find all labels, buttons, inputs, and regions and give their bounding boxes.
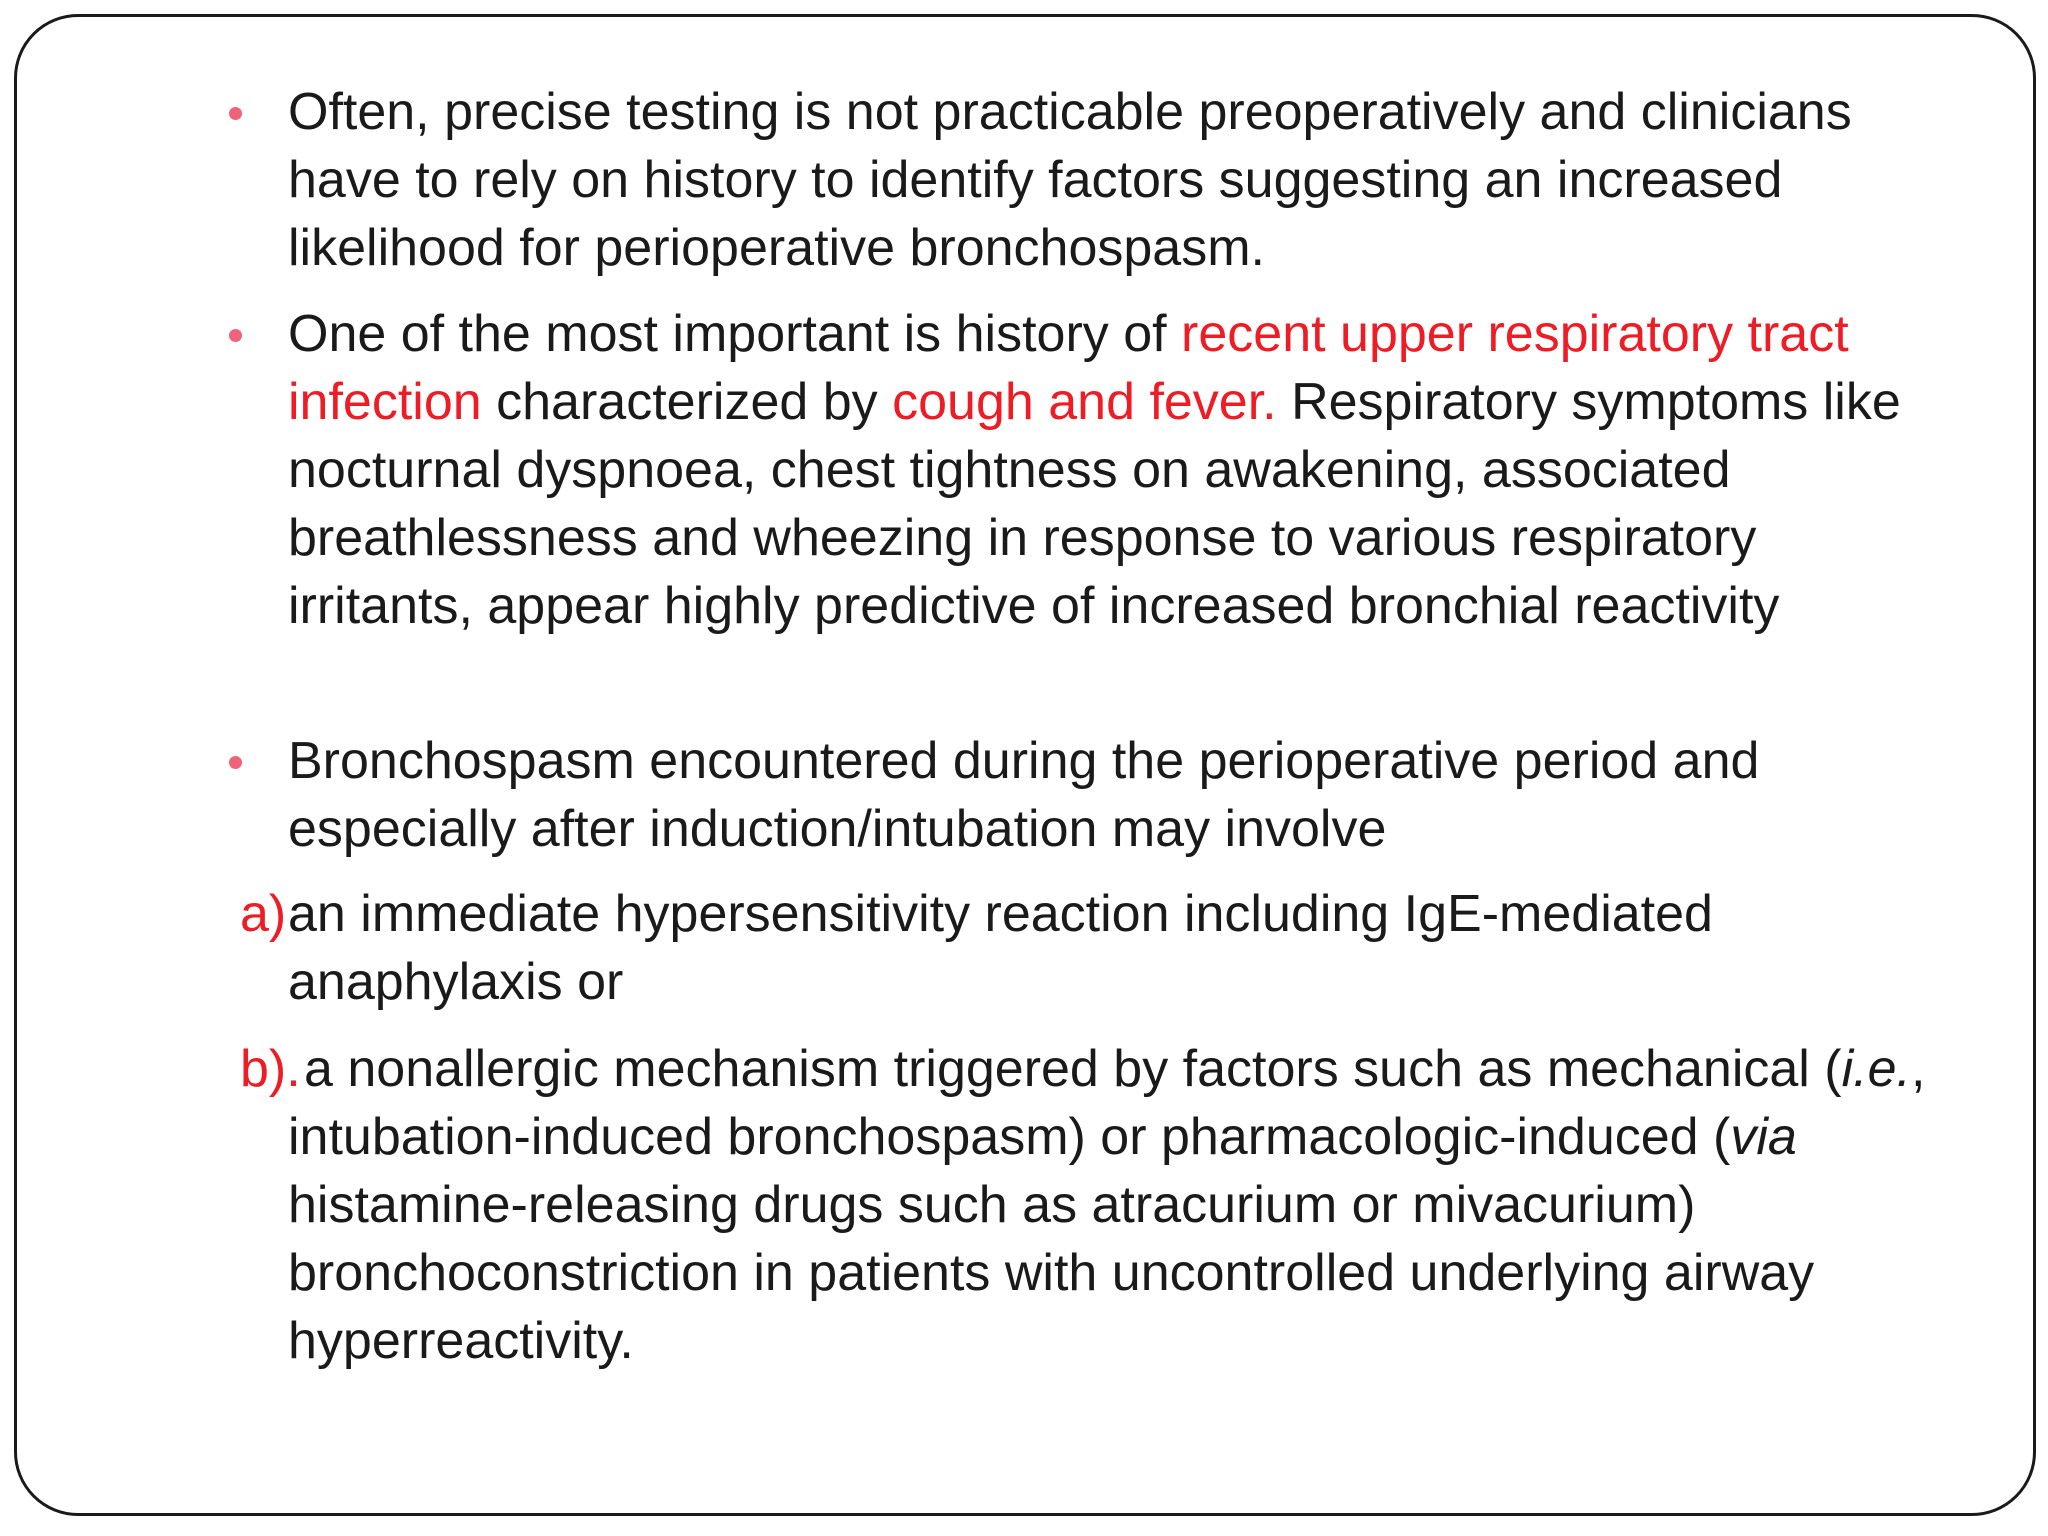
sub-item-text-part2: , intubation-induced bronchospasm) or pharmacologic-induced ( [288, 1040, 1926, 1166]
bullet-text: Often, precise testing is not practicable preoperatively and clinicians have to rely on history to identify factors suggesting an increased likelihood for perioperative bronchospasm. [288, 83, 1852, 277]
highlight-infection: recent upper respiratory tract infection [288, 305, 1849, 431]
sub-item-text-part3: histamine-releasing drugs such as atracurium or mivacurium) bronchoconstriction in patients with uncontrolled underlying airway hyperreactivity. [288, 1176, 1815, 1370]
sub-item-text-part1: a nonallergic mechanism triggered by factors such as mechanical ( [304, 1040, 1842, 1098]
bullet-dot-icon [229, 107, 242, 120]
bullet-text: Bronchospasm encountered during the perioperative period and especially after induction/intubation may involve [288, 732, 1760, 858]
sub-item-marker: a) [240, 885, 287, 943]
sub-item-italic-ie: i.e. [1841, 1040, 1911, 1098]
bullet-dot-icon [229, 756, 242, 769]
bullet-text-tail: Respiratory symptoms like nocturnal dyspnoea, chest tightness on awakening, associated breathlessness and wheezing in response to various respiratory irritants, appear highly predictive of increased bronchial reactivity [288, 373, 1901, 635]
bullet-item-3 [288, 727, 1948, 863]
bullet-item-2 [288, 300, 1948, 640]
sub-item-a [240, 880, 1948, 1016]
sub-item-marker: b). [240, 1040, 301, 1098]
bullet-dot-icon [229, 329, 242, 342]
bullet-text-lead: One of the most important is history of [288, 305, 1182, 363]
sub-item-italic-via: via [1730, 1108, 1797, 1166]
bullet-item-1 [288, 78, 1948, 282]
sub-item-b [240, 1035, 1948, 1375]
sub-item-text: an immediate hypersensitivity reaction including IgE-mediated anaphylaxis or [288, 885, 1713, 1011]
bullet-text-mid: characterized by [481, 373, 893, 431]
highlight-symptoms: cough and fever. [892, 373, 1277, 431]
